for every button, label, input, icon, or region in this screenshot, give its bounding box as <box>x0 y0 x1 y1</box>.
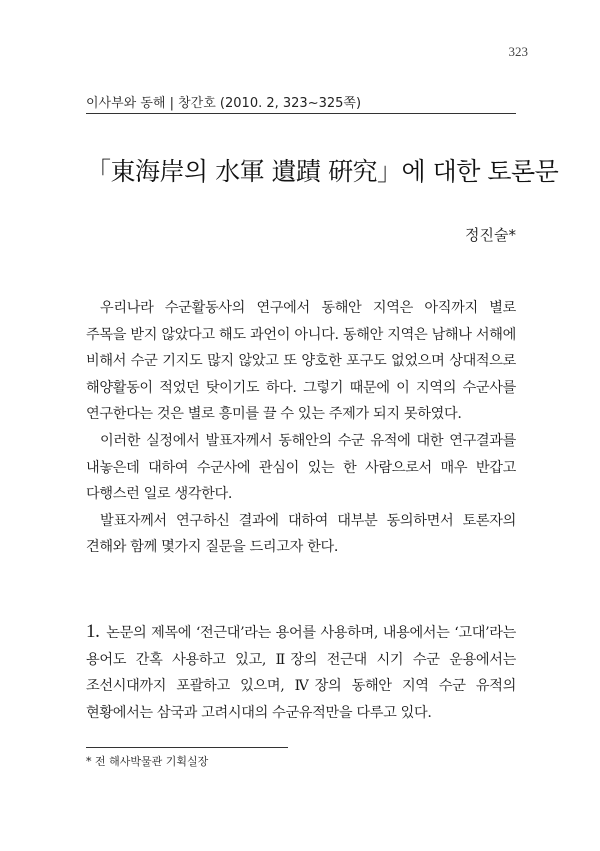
paragraph: 이러한 실정에서 발표자께서 동해안의 수군 유적에 대한 연구결과를 내놓은데 대하여 수군사에 관심이 있는 한 사람으로서 매우 반갑고 다행스런 일로 생각한다. <box>86 432 516 503</box>
header-rule <box>86 113 516 114</box>
footnote: * 전 해사박물관 기획실장 <box>86 755 209 768</box>
point-text: 논문의 제목에 ‘전근대’라는 용어를 사용하며, 내용에서는 ‘고대’라는 용어도 간혹 사용하고 있고, Ⅱ장의 전근대 시기 수군 운용에서는 조선시대까지 포괄하고 있으며, Ⅳ장의 동해안 지역 수군 유적의 현황에서는 삼국과 고려시대의 수군유적만을 다루고 있다. <box>86 625 516 721</box>
page-number: 323 <box>508 44 528 59</box>
footnote-rule <box>86 747 288 748</box>
discussion-point-1 <box>86 619 516 726</box>
paragraph: 우리나라 수군활동사의 연구에서 동해안 지역은 아직까지 별로 주목을 받지 않았다고 해도 과언이 아니다. 동해안 지역은 남해나 서해에 비해서 수군 기지도 많지 않았고 또 양호한 포구도 없었으며 상대적으로 해양활동이 적었던 탓이기도 하다. 그렇기 때문에 이 지역의 수군사를 연구한다는 것은 별로 흥미를 끌 수 있는 주제가 되지 못하였다. <box>86 300 516 423</box>
article-title: 「東海岸의 水軍 遺蹟 硏究」에 대한 토론문 <box>86 157 559 186</box>
body-text <box>86 295 516 561</box>
point-number: 1. <box>86 621 100 642</box>
author-name: 정진술* <box>465 226 516 244</box>
running-header: 이사부와 동해 | 창간호 (2010. 2, 323~325쪽) <box>86 96 362 111</box>
paragraph: 발표자께서 연구하신 결과에 대하여 대부분 동의하면서 토론자의 견해와 함께 몇가지 질문을 드리고자 한다. <box>86 512 516 556</box>
